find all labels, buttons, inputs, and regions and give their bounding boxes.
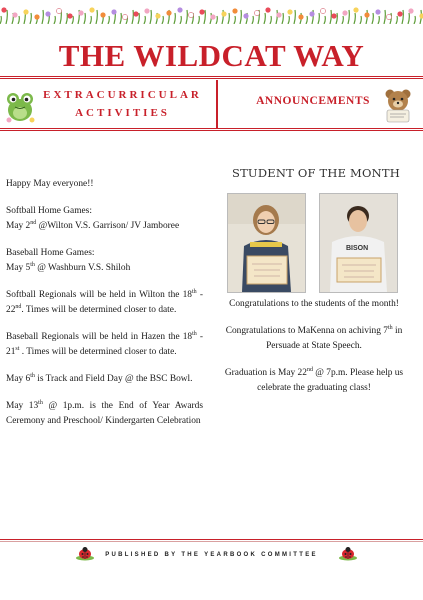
section-extracurricular: EXTRACURRICULAR ACTIVITIES bbox=[43, 89, 202, 119]
footer-rule bbox=[0, 539, 423, 540]
header-top-rule bbox=[0, 76, 423, 77]
announcements-column bbox=[208, 297, 420, 408]
footer-rule-thin bbox=[0, 541, 423, 542]
footer-credit: PUBLISHED BY THE YEARBOOK COMMITTEE bbox=[105, 552, 318, 558]
flower-border bbox=[0, 0, 423, 24]
ladybug-right-icon bbox=[339, 546, 357, 562]
bear-icon bbox=[378, 84, 418, 124]
graduation-note: Graduation is May 22nd @ 7p.m. Please help us celebrate the graduating class! bbox=[224, 366, 404, 393]
section-announcements: ANNOUNCEMENTS bbox=[256, 95, 370, 107]
baseball-regionals: Baseball Regionals will be held in Hazen the 18th - 21st . Times will be determined closer to date. bbox=[6, 330, 203, 357]
awards-ceremony: May 13th @ 1p.m. is the End of Year Awards Ceremony and Preschool/ Kindergarten Celebration bbox=[6, 399, 204, 426]
student-of-month-heading: STUDENT OF THE MONTH bbox=[231, 166, 401, 180]
header-top-rule-double bbox=[0, 78, 423, 79]
softball-home-games: Softball Home Games: May 2nd @Wilton V.S. Garrison/ JV Jamboree bbox=[6, 206, 180, 231]
student-photo-boy bbox=[319, 193, 398, 293]
extracurricular-column bbox=[6, 177, 203, 441]
header-bottom-rule bbox=[0, 128, 423, 129]
svg-text:BISON: BISON bbox=[346, 245, 369, 252]
baseball-home-games: Baseball Home Games: May 5th @ Washburn V.S. Shiloh bbox=[6, 248, 131, 273]
newsletter-title: THE WILDCAT WAY bbox=[58, 38, 365, 73]
student-photo-girl bbox=[227, 193, 306, 293]
congrats-makenna: Congratulations to MaKenna on achiving 7th in Persuade at State Speech. bbox=[225, 324, 403, 351]
header-bottom-rule-double bbox=[0, 130, 423, 131]
track-field-day: May 6th is Track and Field Day @ the BSC Bowl. bbox=[6, 372, 193, 384]
softball-regionals: Softball Regionals will be held in Wilton the 18th - 22nd. Times will be determined closer to date. bbox=[6, 288, 203, 315]
greeting: Happy May everyone!! bbox=[6, 179, 94, 189]
congrats-students: Congratulations to the students of the month! bbox=[229, 299, 399, 309]
section-divider bbox=[216, 80, 218, 128]
